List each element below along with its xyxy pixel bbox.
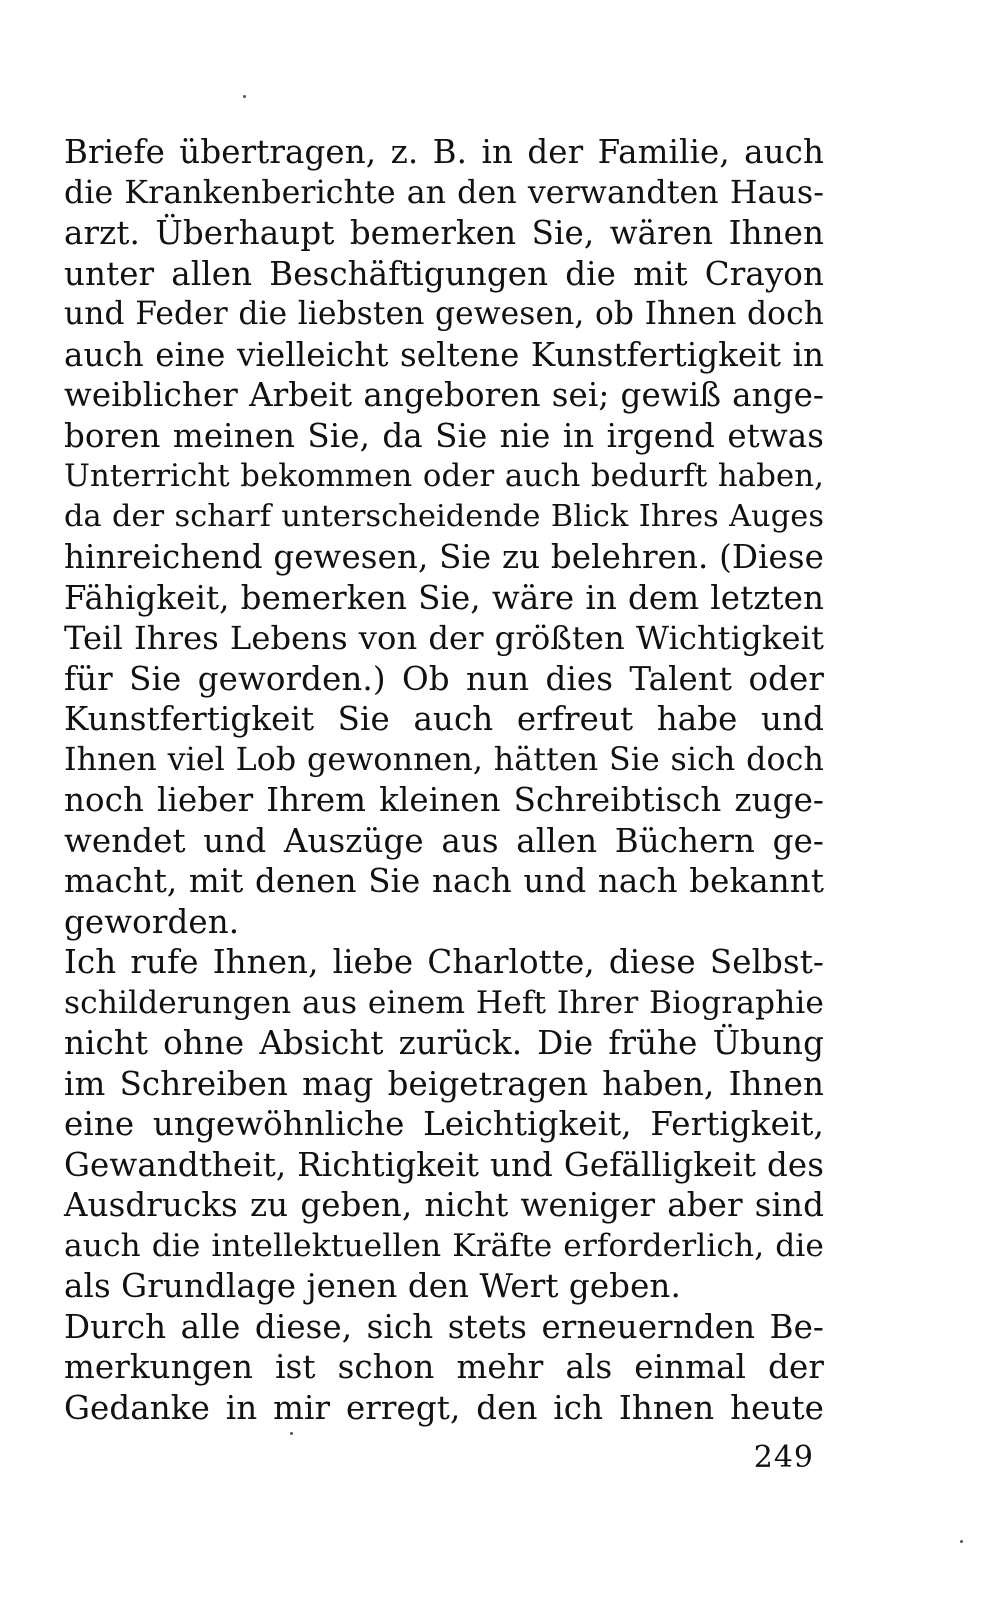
text-line: schilderungen aus einem Heft Ihrer Biographie — [64, 984, 824, 1021]
text-line: die Krankenberichte an den verwandten Haus- — [64, 174, 824, 211]
text-line: Gewandtheit, Richtigkeit und Gefälligkeit des — [64, 1145, 824, 1184]
text-line: wendet und Auszüge aus allen Büchern ge- — [64, 821, 824, 860]
text-line: noch lieber Ihrem kleinen Schreibtisch zuge- — [64, 781, 824, 819]
text-line: Fähigkeit, bemerken Sie, wäre in dem letzten — [64, 578, 824, 617]
text-line: Teil Ihres Lebens von der größten Wichtigkeit — [64, 619, 824, 657]
print-speck — [960, 1540, 963, 1543]
text-line: weiblicher Arbeit angeboren sei; gewiß ange- — [64, 376, 824, 414]
text-line: Ihnen viel Lob gewonnen, hätten Sie sich doch — [64, 741, 824, 778]
text-line: merkungen ist schon mehr als einmal der — [64, 1348, 824, 1386]
text-line: nicht ohne Absicht zurück. Die frühe Übung — [64, 1024, 824, 1062]
text-line: und Feder die liebsten gewesen, ob Ihnen doch — [64, 296, 824, 332]
text-line: boren meinen Sie, da Sie nie in irgend etwas — [64, 416, 824, 455]
text-line: auch die intellektuellen Kräfte erforderlich, die — [64, 1227, 824, 1264]
text-line: als Grundlage jenen den Wert geben. — [64, 1267, 681, 1305]
print-speck — [290, 1432, 293, 1435]
text-line: Ausdrucks zu geben, nicht weniger aber sind — [64, 1186, 824, 1224]
page-number: 249 — [753, 1440, 814, 1475]
text-line: da der scharf unterscheidende Blick Ihres Auges — [64, 498, 824, 534]
text-line: unter allen Beschäftigungen die mit Crayon — [64, 254, 824, 293]
text-line: Unterricht bekommen oder auch bedurft haben, — [64, 458, 824, 494]
text-line: Gedanke in mir erregt, den ich Ihnen heute — [64, 1388, 824, 1427]
text-line: geworden. — [64, 902, 240, 941]
text-line: hinreichend gewesen, Sie zu belehren. (Diese — [64, 538, 824, 576]
text-line: eine ungewöhnliche Leichtigkeit, Fertigkeit, — [64, 1105, 824, 1143]
text-line: Briefe übertragen, z. B. in der Familie, auch — [64, 133, 824, 171]
text-line: arzt. Überhaupt bemerken Sie, wären Ihnen — [64, 214, 824, 252]
body-text — [64, 132, 824, 1428]
text-line: auch eine vielleicht seltene Kunstfertigkeit in — [64, 335, 824, 374]
text-line: Kunstfertigkeit Sie auch erfreut habe und — [64, 700, 824, 738]
text-line: macht, mit denen Sie nach und nach bekannt — [64, 862, 824, 900]
text-line: im Schreiben mag beigetragen haben, Ihnen — [64, 1064, 824, 1103]
text-line: Ich rufe Ihnen, liebe Charlotte, diese Selbst- — [64, 943, 824, 981]
text-line: Durch alle diese, sich stets erneuernden Be- — [64, 1307, 824, 1346]
print-speck — [243, 95, 246, 98]
text-line: für Sie geworden.) Ob nun dies Talent oder — [64, 659, 824, 698]
